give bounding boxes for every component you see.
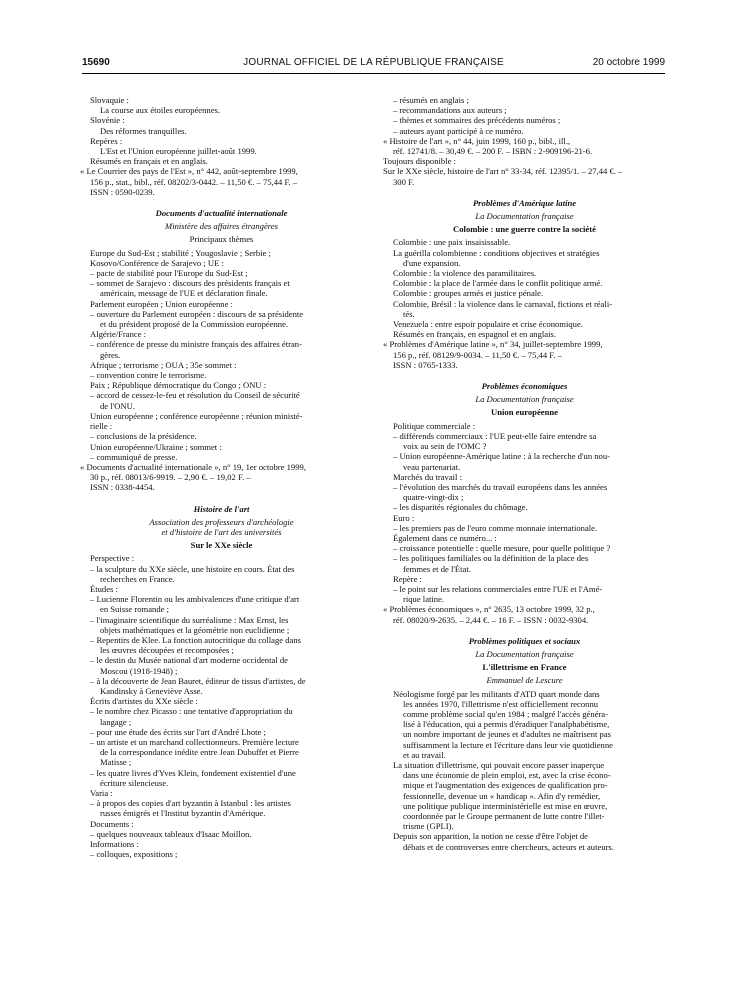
text-line: Politique commerciale : xyxy=(393,420,476,431)
text-line: Sur le XXe siècle, histoire de l'art n° 33-34, réf. 12395/1. – 27,44 €. – xyxy=(383,166,623,177)
issue-title: L'illettrisme en France xyxy=(482,662,567,673)
text-line: – les disparités régionales du chômage. xyxy=(393,502,528,513)
text-line: – l'imaginaire scientifique du surréalisme : Max Ernst, les xyxy=(90,614,289,625)
issue-date: 20 octobre 1999 xyxy=(592,57,665,68)
text-line: Union européenne ; conférence européenne ; réunion ministé- xyxy=(90,410,303,421)
publisher-line: Emmanuel de Lescure xyxy=(486,675,563,686)
text-line: Colombie, Brésil : la violence dans le carnaval, fictions et réali- xyxy=(393,298,613,309)
issue-title: Sur le XXe siècle xyxy=(190,540,253,551)
text-line: américain, message de l'UE et déclaration finale. xyxy=(100,288,268,299)
journal-title: JOURNAL OFFICIEL DE LA RÉPUBLIQUE FRANÇAISE xyxy=(243,57,504,68)
text-line: Colombie : la place de l'armée dans le conflit politique armé. xyxy=(393,278,603,289)
text-line: Repère : xyxy=(393,573,422,584)
text-line: Union européenne/Ukraine ; sommet : xyxy=(90,441,222,452)
text-line: – l'évolution des marchés du travail européens dans les années xyxy=(393,481,608,492)
text-line: dans une économie de plein emploi, est, avec la crise écono- xyxy=(403,770,611,781)
text-line: Depuis son apparition, la notion ne cesse d'être l'objet de xyxy=(393,831,588,842)
text-line: tés. xyxy=(403,308,415,319)
text-line: Colombie : une paix insaisissable. xyxy=(393,237,511,248)
text-line: et du président proposé de la Commission européenne. xyxy=(100,319,289,330)
text-line: – pacte de stabilité pour l'Europe du Sud-Est ; xyxy=(90,268,248,279)
text-line: Kosovo/Conférence de Sarajevo ; UE : xyxy=(90,257,224,268)
text-line: – les politiques familiales ou la définition de la place des xyxy=(393,553,589,564)
issue-title: Union européenne xyxy=(491,407,558,418)
text-line: réf. 12741/8. – 30,49 €. – 200 F. – ISBN : 2-909196-21-6. xyxy=(393,146,593,157)
text-line: Kandinsky à Geneviève Asse. xyxy=(100,685,203,696)
text-line: de l'ONU. xyxy=(100,400,135,411)
text-line: La situation d'illettrisme, qui pouvait encore passer inaperçue xyxy=(393,759,605,770)
text-line: Slovaquie : xyxy=(90,95,129,105)
text-line: langage ; xyxy=(100,716,132,727)
text-line: ISSN : 0590-0239. xyxy=(90,186,155,197)
text-line: trisme (GPLI). xyxy=(403,821,454,832)
text-line: La guérilla colombienne : conditions objectives et stratégies xyxy=(393,247,600,258)
text-line: les années 1970, l'illettrisme n'est officiellement reconnu xyxy=(403,698,599,709)
text-line: – les quatre livres d'Yves Klein, fondement existentiel d'une xyxy=(90,767,296,778)
text-line: – le destin du Musée national d'art moderne occidental de xyxy=(90,655,288,666)
text-line: Varia : xyxy=(90,788,113,798)
text-line: 156 p., réf. 08129/9-0034. – 11,50 €. – 75,44 F. – xyxy=(393,349,562,360)
text-line: Afrique ; terrorisme ; OUA ; 35e sommet : xyxy=(90,359,237,370)
page-number: 15690 xyxy=(82,57,110,68)
text-line: – thèmes et sommaires des précédents numéros ; xyxy=(393,115,561,126)
text-line: en Suisse romande ; xyxy=(100,604,169,615)
text-line: Informations : xyxy=(90,839,139,850)
text-line: Slovénie : xyxy=(90,115,125,126)
text-line: – différends commerciaux : l'UE peut-elle faire entendre sa xyxy=(393,430,597,441)
spacer xyxy=(383,187,666,192)
text-line: Néologisme forgé par les militants d'ATD quart monde dans xyxy=(393,688,600,699)
text-line: écriture silencieuse. xyxy=(100,777,169,788)
text-line: les œuvres découpées et recomposées ; xyxy=(100,645,234,656)
text-line: Documents : xyxy=(90,818,134,829)
text-line: Marchés du travail : xyxy=(393,471,462,482)
text-line: réf. 08020/9-2635. – 2,44 €. – 16 F. – ISSN : 0032-9304. xyxy=(393,614,589,625)
text-line: femmes et de l'État. xyxy=(403,563,471,574)
text-line: Également dans ce numéro... : xyxy=(393,532,497,543)
text-line: voix au sein de l'OMC ? xyxy=(403,441,487,452)
text-line: – les premiers pas de l'euro comme monnaie internationale. xyxy=(393,522,598,533)
text-line: Résumés en français et en anglais. xyxy=(90,156,208,167)
spacer xyxy=(80,197,363,202)
section-heading: Histoire de l'art xyxy=(193,503,250,514)
text-line: Repères : xyxy=(90,135,123,146)
text-line: – la sculpture du XXe siècle, une histoire en cours. État des xyxy=(90,563,295,574)
text-line: Résumés en français, en espagnol et en anglais. xyxy=(393,329,556,340)
text-line: lisé à l'éducation, qui a permis d'éradiquer l'analphabétisme, xyxy=(403,719,610,730)
text-line: – Lucienne Florentin ou les ambivalences d'une critique d'art xyxy=(90,594,300,605)
spacer xyxy=(80,493,363,498)
text-line: Parlement européen ; Union européenne : xyxy=(90,298,233,309)
spacer xyxy=(383,370,666,375)
text-line: – un artiste et un marchand collectionneurs. Première lecture xyxy=(90,736,299,747)
text-line: Principaux thèmes xyxy=(189,234,254,245)
text-line: ISSN : 0338-4454. xyxy=(90,482,155,493)
right-column xyxy=(383,95,666,852)
text-line: objets mathématiques et la géométrie non euclidienne ; xyxy=(100,624,290,635)
text-line: – accord de cessez-le-feu et résolution du Conseil de sécurité xyxy=(90,390,300,401)
text-line: 30 p., réf. 08013/6-9919. – 2,90 €. – 19,02 F. – xyxy=(90,472,251,483)
text-line: – Union européenne-Amérique latine : à la recherche d'un nou- xyxy=(393,451,611,462)
text-line: – le point sur les relations commerciales entre l'UE et l'Amé- xyxy=(393,583,603,594)
text-line: – à propos des copies d'art byzantin à Istanbul : les artistes xyxy=(90,798,291,809)
left-column xyxy=(80,95,363,859)
text-line: – croissance potentielle : quelle mesure, pour quelle politique ? xyxy=(393,543,611,554)
page-header xyxy=(82,57,665,71)
text-line: « Histoire de l'art », n° 44, juin 1999, 160 p., bibl., ill., xyxy=(383,135,571,146)
section-heading: Problèmes d'Amérique latine xyxy=(472,197,577,208)
text-line: Colombie : la violence des paramilitaires. xyxy=(393,268,537,279)
text-line: Moscou (1918-1948) ; xyxy=(100,665,178,676)
text-line: 156 p., stat., bibl., réf. 08202/3-0442. – 11,50 €. – 75,44 F. – xyxy=(90,176,298,187)
text-line: quatre-vingt-dix ; xyxy=(403,492,464,503)
text-line: L'Est et l'Union européenne juillet-août 1999. xyxy=(100,146,257,157)
text-line: – convention contre le terrorisme. xyxy=(90,370,207,381)
section-heading: Documents d'actualité internationale xyxy=(155,208,288,219)
text-line: de la correspondance inédite entre Jean Dubuffet et Pierre xyxy=(100,747,299,758)
text-line: rique latine. xyxy=(403,594,445,605)
text-line: – ouverture du Parlement européen : discours de sa présidente xyxy=(90,308,304,319)
text-line: « Documents d'actualité internationale », n° 19, 1er octobre 1999, xyxy=(80,461,306,472)
text-line: gères. xyxy=(100,349,121,360)
publisher-line: La Documentation française xyxy=(475,394,574,405)
text-line: et au travail. xyxy=(403,749,446,760)
publisher-line: Ministère des affaires étrangères xyxy=(165,221,278,232)
section-heading: Problèmes économiques xyxy=(481,381,568,392)
text-line: – colloques, expositions ; xyxy=(90,849,178,860)
text-line: – quelques nouveaux tableaux d'Isaac Moillon. xyxy=(90,828,252,839)
text-line: comme problème social qu'en 1984 ; malgré l'accès généra- xyxy=(403,708,608,719)
section-heading: Problèmes politiques et sociaux xyxy=(468,635,581,646)
text-line: coordonnée par le Groupe permanent de lutte contre l'illet- xyxy=(403,811,605,821)
text-line: Perspective : xyxy=(90,553,135,564)
issue-title: Colombie : une guerre contre la société xyxy=(453,224,596,235)
text-line: Venezuela : entre espoir populaire et crise économique. xyxy=(393,319,583,330)
text-line: Colombie : groupes armés et justice pénale. xyxy=(393,288,544,299)
text-line: mique et l'augmentation des exigences de qualification pro- xyxy=(403,780,608,791)
text-line: Paix ; République démocratique du Congo ; ONU : xyxy=(90,380,267,391)
text-line: Algérie/France : xyxy=(90,329,147,340)
text-line: – le nombre chez Picasso : une tentative d'appropriation du xyxy=(90,706,293,717)
text-line: – à la découverte de Jean Bauret, éditeur de tissus d'artistes, de xyxy=(90,675,306,686)
text-line: Matisse ; xyxy=(100,757,132,768)
text-line: – conférence de presse du ministre français des affaires étran- xyxy=(90,339,302,350)
header-rule xyxy=(82,73,665,74)
text-line: fessionnelle, devenue un « handicap ». Afin d'y remédier, xyxy=(403,790,601,801)
text-line: – auteurs ayant participé à ce numéro. xyxy=(393,125,524,136)
publisher-line: Association des professeurs d'archéologie xyxy=(149,516,294,527)
text-line: débats et de controverses entre chercheurs, acteurs et auteurs. xyxy=(403,841,614,852)
text-line: Toujours disponible : xyxy=(383,156,456,167)
text-line: – communiqué de presse. xyxy=(90,451,178,462)
text-line: d'une expansion. xyxy=(403,257,461,268)
text-line: Des réformes tranquilles. xyxy=(100,125,187,136)
publisher-line: La Documentation française xyxy=(475,648,574,659)
text-line: « Problèmes économiques », n° 2635, 13 octobre 1999, 32 p., xyxy=(383,604,595,615)
text-line: Études : xyxy=(90,583,118,594)
text-line: suffisamment la lecture et l'écriture dans leur vie quotidienne xyxy=(403,739,613,750)
text-line: recherches en France. xyxy=(100,573,175,584)
text-line: La course aux étoiles européennes. xyxy=(100,105,221,116)
text-line: ISSN : 0765-1333. xyxy=(393,359,458,370)
text-line: 300 F. xyxy=(393,176,415,187)
publisher-line: La Documentation française xyxy=(475,211,574,222)
text-line: une politique publique interministérielle est mise en œuvre, xyxy=(403,800,608,811)
text-line: rielle : xyxy=(90,421,113,432)
text-line: – Repentirs de Klee. La fonction autocritique du collage dans xyxy=(90,634,301,645)
text-line: « Le Courrier des pays de l'Est », n° 442, août-septembre 1999, xyxy=(80,166,298,177)
text-line: – conclusions de la présidence. xyxy=(90,431,197,442)
text-line: « Problèmes d'Amérique latine », n° 34, juillet-septembre 1999, xyxy=(383,339,603,350)
text-line: – sommet de Sarajevo : discours des présidents français et xyxy=(90,278,290,289)
text-line: – recommandations aux auteurs ; xyxy=(393,105,507,116)
text-line: russes émigrés et l'Institut byzantin d'Amérique. xyxy=(100,808,266,819)
text-line: veau partenariat. xyxy=(403,461,461,472)
text-line: – pour une étude des écrits sur l'art d'André Lhote ; xyxy=(90,726,266,737)
text-line: Euro : xyxy=(393,512,415,523)
text-line: Europe du Sud-Est ; stabilité ; Yougoslavie ; Serbie ; xyxy=(90,247,271,258)
text-line: un nombre important de jeunes et d'adultes ne maîtrisent pas xyxy=(403,729,611,740)
text-line: – résumés en anglais ; xyxy=(393,95,469,105)
publisher-line: et d'histoire de l'art des universités xyxy=(161,526,282,537)
text-line: Écrits d'artistes du XXe siècle : xyxy=(90,696,198,707)
spacer xyxy=(383,625,666,630)
